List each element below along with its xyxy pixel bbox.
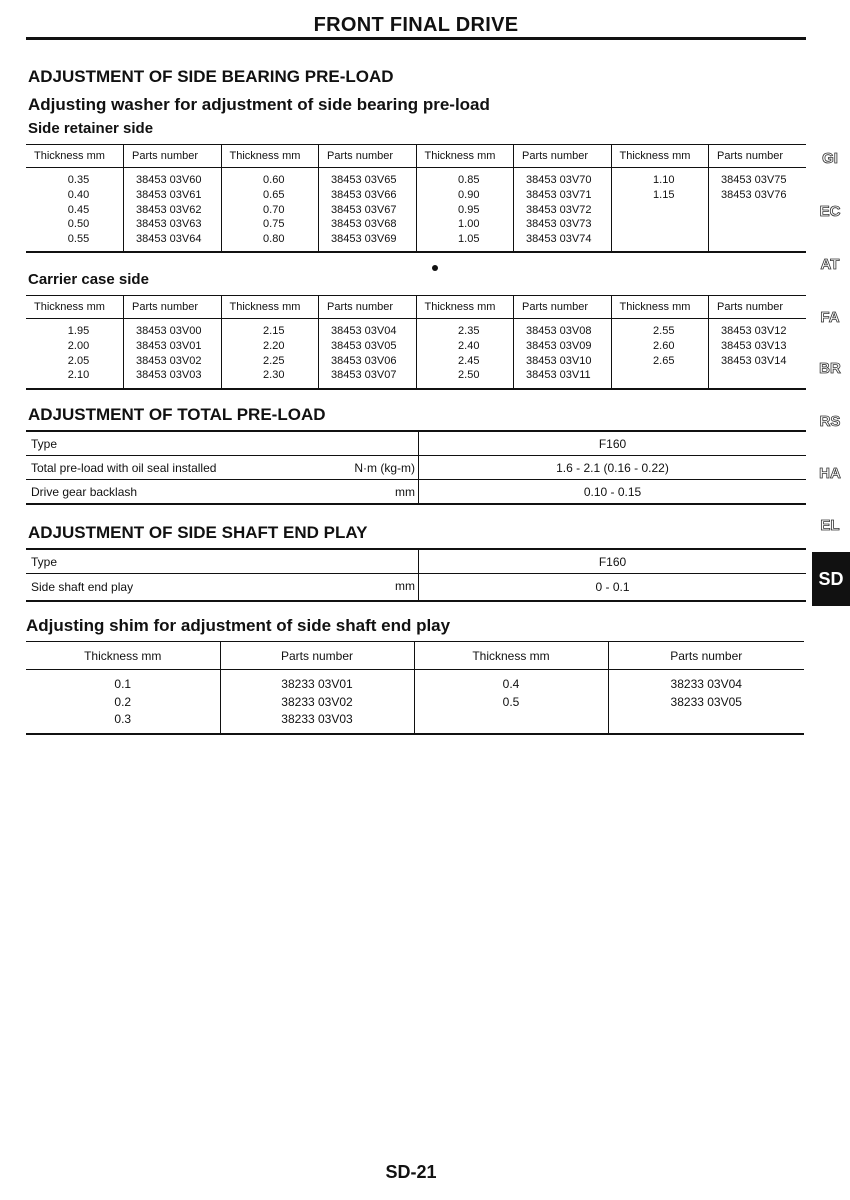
table-row: [26, 574, 806, 602]
section-tab-ha[interactable]: HA: [819, 465, 841, 482]
parts-number-cell: [514, 319, 612, 389]
spec-value: 0 - 0.1: [595, 580, 630, 594]
cell-value: 0.35: [67, 174, 90, 186]
cell-value: 38453 03V70: [526, 174, 592, 186]
cell-value: 38453 03V12: [721, 325, 787, 337]
cell-value: 38453 03V63: [136, 218, 202, 231]
spec-label: Drive gear backlash: [31, 484, 138, 499]
cell-value: 38453 03V75: [721, 174, 787, 186]
table-row: [26, 549, 806, 574]
cell-value: 2.30: [263, 369, 285, 382]
section-title-adjusting-shim: Adjusting shim for adjustment of side shaft end play: [26, 616, 451, 635]
parts-number-cell: [220, 670, 414, 734]
column-header-parts-number: Parts number: [319, 145, 417, 168]
column-header-thickness: Thickness mm: [414, 642, 608, 670]
cell-value: 0.3: [114, 712, 132, 726]
cell-value: 0.5: [502, 694, 520, 709]
cell-value: 2.45: [458, 354, 480, 367]
cell-value: 38453 03V14: [721, 354, 787, 367]
section-tab-gi[interactable]: GI: [822, 150, 838, 167]
thickness-cell: [26, 319, 124, 389]
thickness-cell: [26, 670, 220, 734]
cell-value: 0.45: [67, 203, 90, 216]
cell-value: 2.50: [458, 369, 480, 382]
cell-value: 38233 03V02: [281, 694, 353, 709]
cell-value: 38453 03V60: [136, 174, 202, 186]
column-header-thickness: Thickness mm: [221, 145, 319, 168]
spec-label: Side shaft end play: [31, 580, 134, 594]
section-tab-ec[interactable]: EC: [819, 203, 841, 220]
cell-value: 0.55: [67, 233, 90, 246]
cell-value: 2.05: [67, 354, 90, 367]
cell-value: 38233 03V05: [670, 694, 742, 709]
cell-value: 0.90: [458, 188, 480, 201]
cell-value: 38453 03V01: [136, 339, 202, 352]
cell-value: 2.25: [263, 354, 285, 367]
thickness-cell: [416, 319, 514, 389]
thickness-cell: [611, 319, 709, 389]
cell-value: 0.85: [458, 174, 480, 186]
cell-value: 0.75: [263, 218, 285, 231]
cell-value: 38453 03V05: [331, 339, 397, 352]
cell-value: 1.10: [653, 174, 675, 186]
parts-number-cell: [608, 670, 804, 734]
cell-value: 38453 03V11: [526, 369, 591, 382]
cell-value: 2.35: [458, 325, 480, 337]
column-header-parts-number: Parts number: [709, 296, 807, 319]
thickness-cell: [416, 168, 514, 252]
section-title-side-bearing: ADJUSTMENT OF SIDE BEARING PRE-LOAD: [28, 67, 394, 86]
column-header-thickness: Thickness mm: [416, 145, 514, 168]
spec-value: F160: [419, 431, 807, 456]
header-rule: [26, 37, 806, 40]
parts-number-cell: [514, 168, 612, 252]
cell-value: 38453 03V64: [136, 233, 202, 246]
parts-number-cell: [319, 319, 417, 389]
page-number: SD-21: [385, 1162, 437, 1182]
column-header-parts-number: Parts number: [608, 642, 804, 670]
cell-value: 2.00: [67, 339, 90, 352]
cell-value: 38453 03V02: [136, 354, 202, 367]
section-tab-fa[interactable]: FA: [820, 309, 840, 326]
parts-number-cell: [124, 168, 222, 252]
thickness-cell: [221, 319, 319, 389]
column-header-parts-number: Parts number: [124, 145, 222, 168]
cell-value: 38453 03V03: [136, 369, 202, 382]
cell-value: 38453 03V61: [136, 188, 202, 201]
cell-value: 1.15: [653, 188, 675, 201]
cell-value: 1.00: [458, 218, 480, 231]
spec-unit: mm: [395, 485, 415, 499]
cell-value: 38453 03V07: [331, 369, 397, 382]
column-header-parts-number: Parts number: [319, 296, 417, 319]
cell-value: 2.60: [653, 339, 675, 352]
cell-value: 0.1: [114, 677, 132, 691]
section-tab-el[interactable]: EL: [820, 517, 840, 534]
section-tab-sd-active[interactable]: SD: [812, 552, 850, 606]
cell-value: 38453 03V00: [136, 325, 202, 337]
spec-unit: mm: [395, 579, 415, 593]
side-shaft-table: [26, 548, 806, 602]
cell-value: 0.95: [458, 203, 480, 216]
table-row: [26, 319, 806, 389]
parts-number-cell: [124, 319, 222, 389]
cell-value: 2.10: [67, 369, 90, 382]
column-header-thickness: Thickness mm: [26, 642, 220, 670]
carrier-case-table: [26, 295, 806, 390]
section-title-total-preload: ADJUSTMENT OF TOTAL PRE-LOAD: [28, 405, 326, 424]
cell-value: 38453 03V10: [526, 354, 592, 367]
cell-value: 38453 03V67: [331, 203, 397, 216]
spec-label: Type: [31, 436, 58, 451]
column-header-thickness: Thickness mm: [26, 145, 124, 168]
column-header-thickness: Thickness mm: [26, 296, 124, 319]
column-header-parts-number: Parts number: [709, 145, 807, 168]
spec-unit: N·m (kg-m): [354, 461, 415, 475]
column-header-parts-number: Parts number: [124, 296, 222, 319]
spec-label: Type: [31, 554, 58, 569]
cell-value: 1.05: [458, 233, 480, 246]
table-row: [26, 456, 806, 480]
cell-value: 38453 03V69: [331, 233, 397, 246]
cell-value: 38453 03V08: [526, 325, 592, 337]
parts-number-cell: [709, 168, 807, 252]
cell-value: 38453 03V06: [331, 354, 397, 367]
cell-value: 0.40: [67, 188, 90, 201]
column-header-thickness: Thickness mm: [611, 145, 709, 168]
cell-value: 38453 03V72: [526, 203, 592, 216]
cell-value: 2.20: [263, 339, 285, 352]
column-header-thickness: Thickness mm: [416, 296, 514, 319]
cell-value: 38453 03V62: [136, 203, 202, 216]
cell-value: 2.15: [263, 325, 285, 337]
section-tab-rs[interactable]: RS: [819, 413, 841, 430]
column-header-parts-number: Parts number: [220, 642, 414, 670]
cell-value: 38233 03V04: [670, 677, 742, 691]
thickness-cell: [611, 168, 709, 252]
cell-value: 1.95: [67, 325, 90, 337]
thickness-cell: [221, 168, 319, 252]
section-subtitle-adjusting-washer: Adjusting washer for adjustment of side bearing pre-load: [28, 95, 490, 114]
spec-label: Total pre-load with oil seal installed: [31, 460, 217, 475]
cell-value: 38453 03V65: [331, 174, 397, 186]
column-header-parts-number: Parts number: [514, 296, 612, 319]
column-header-thickness: Thickness mm: [611, 296, 709, 319]
subsection-title-side-retainer: Side retainer side: [28, 120, 154, 137]
cell-value: 38453 03V73: [526, 218, 592, 231]
cell-value: 0.80: [263, 233, 285, 246]
cell-value: 2.55: [653, 325, 675, 337]
table-row: [26, 431, 806, 456]
section-tab-br[interactable]: BR: [819, 360, 841, 377]
cell-value: 38453 03V09: [526, 339, 592, 352]
cell-value: 0.2: [114, 694, 132, 709]
section-tab-at[interactable]: AT: [820, 256, 840, 273]
cell-value: 38453 03V68: [331, 218, 397, 231]
thickness-cell: [414, 670, 608, 734]
cell-value: 0.60: [263, 174, 285, 186]
parts-number-cell: [709, 319, 807, 389]
total-preload-table: [26, 430, 806, 505]
cell-value: 38453 03V13: [721, 339, 787, 352]
cell-value: 2.40: [458, 339, 480, 352]
cell-value: 0.70: [263, 203, 285, 216]
section-title-side-shaft: ADJUSTMENT OF SIDE SHAFT END PLAY: [28, 523, 368, 542]
column-header-thickness: Thickness mm: [221, 296, 319, 319]
spec-value: F160: [419, 549, 807, 574]
bullet-dot: [432, 265, 438, 271]
cell-value: 38453 03V66: [331, 188, 397, 201]
table-row: [26, 670, 804, 734]
spec-value: 0.10 - 0.15: [583, 484, 642, 499]
page-header: FRONT FINAL DRIVE: [313, 14, 519, 36]
cell-value: 38453 03V74: [526, 233, 592, 246]
parts-number-cell: [319, 168, 417, 252]
cell-value: 38453 03V04: [331, 325, 397, 337]
thickness-cell: [26, 168, 124, 252]
column-header-parts-number: Parts number: [514, 145, 612, 168]
cell-value: 38233 03V03: [281, 712, 353, 726]
spec-value: 1.6 - 2.1 (0.16 - 0.22): [419, 456, 807, 480]
cell-value: 0.50: [67, 218, 90, 231]
cell-value: 38233 03V01: [281, 677, 353, 691]
table-row: [26, 168, 806, 252]
adjusting-shim-table: [26, 641, 804, 735]
side-retainer-table: [26, 144, 806, 253]
cell-value: 0.4: [502, 677, 520, 691]
cell-value: 38453 03V76: [721, 188, 787, 201]
table-row: [26, 480, 806, 505]
cell-value: 2.65: [653, 354, 675, 367]
cell-value: 38453 03V71: [526, 188, 592, 201]
subsection-title-carrier-case: Carrier case side: [28, 271, 149, 288]
cell-value: 0.65: [263, 188, 285, 201]
